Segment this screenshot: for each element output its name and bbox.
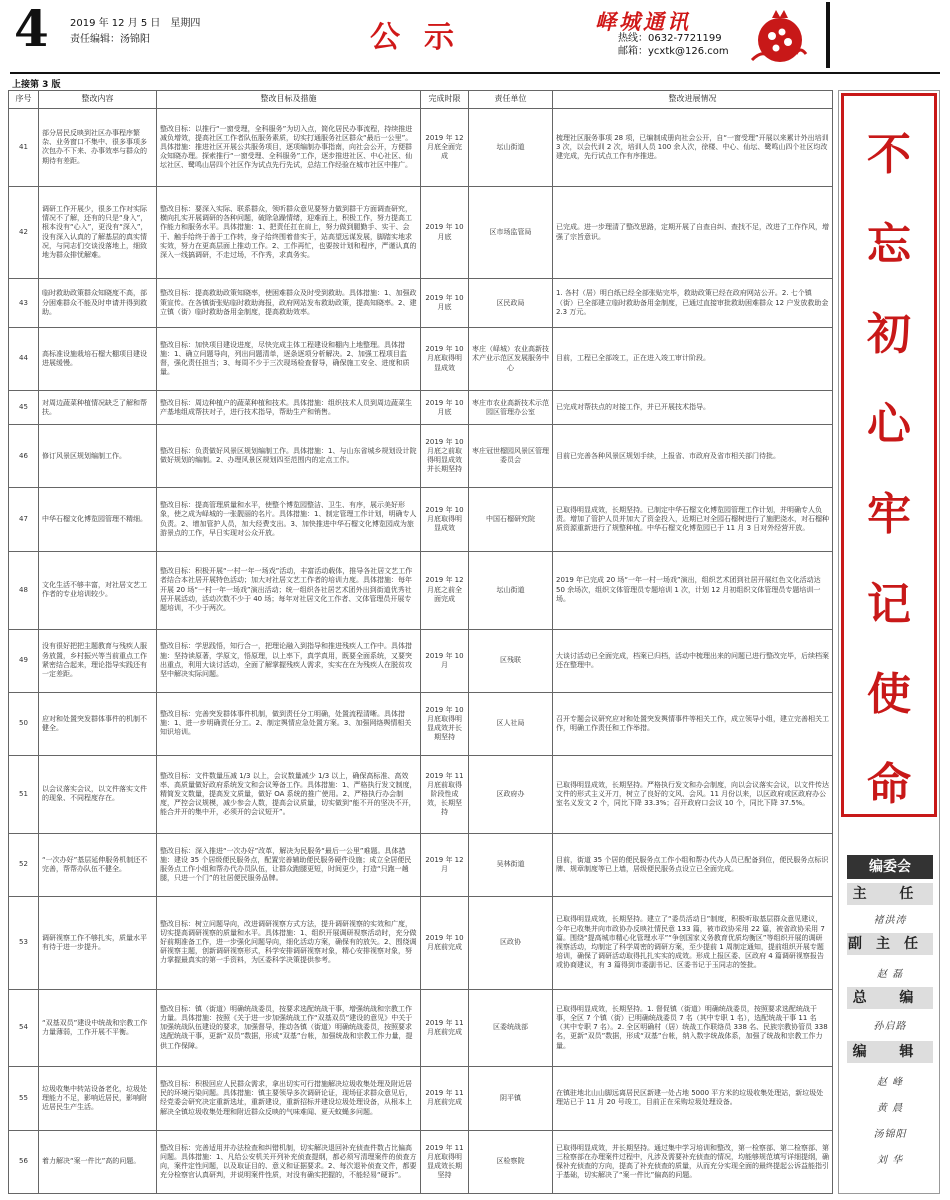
slogan-char: 命 <box>867 759 911 810</box>
slogan <box>844 110 934 830</box>
issue-date: 2019 年 12 月 5 日 星期四 <box>70 18 201 29</box>
row-deadline: 2019 年 11 月底取得明显成效长期坚持 <box>421 1130 469 1193</box>
row-unit: 区政府办 <box>469 755 553 833</box>
row-unit: 区残联 <box>469 629 553 692</box>
slogan-box <box>841 93 937 817</box>
row-deadline: 2019 年 10 月底之前取得明显成效并长期坚持 <box>421 425 469 488</box>
row-progress: 目前，街道 35 个居的便民服务点工作小组和帮办代办人员已配备到位，便民服务点标识牌、规章制度等已上墙，居级便民服务点设立已全面完成。 <box>553 833 833 896</box>
row-deadline: 2019 年 10 月底 <box>421 279 469 328</box>
row-unit: 枣庄冠世榴园风景区管理委员会 <box>469 425 553 488</box>
row-measures: 整改目标：文件数量压减 1/3 以上，会议数量减少 1/3 以上，确保高标准、高效率、高质量做好政府系统发文和会议筹备工作。具体措施：1、严格执行发文制度，精简发文数量，提高发文质量，做好 OA 系统的推广使用。2、严格执行办会制度，严控会议规模，减少参会人数，提高会议质量，切实做到“能不开的坚决不开，能合并开的集中开，必须开的会议短开”。 <box>157 755 421 833</box>
table-row <box>9 551 833 629</box>
header-measures: 整改目标及措施 <box>157 91 421 109</box>
contact-info <box>618 32 729 58</box>
name-deputy-director: 赵 磊 <box>876 969 904 980</box>
row-number: 41 <box>9 109 39 187</box>
section-title: 公示 <box>370 20 478 55</box>
table-row <box>9 327 833 390</box>
header-no: 序号 <box>9 91 39 109</box>
row-unit: 枣庄（峄城）农业高新技术产业示范区发展服务中心 <box>469 327 553 390</box>
row-content: 没有很好把把主题教育与残疾人服务放置，乡村振兴等当前重点工作紧密结合起来，理论指导实践还有一定差距。 <box>39 629 157 692</box>
role-chief-editor: 总 编 <box>847 987 933 1009</box>
row-content: 文化生活不够丰富，对社居文艺工作者的专业培训较少。 <box>39 551 157 629</box>
row-content: 修订风景区规划编制工作。 <box>39 425 157 488</box>
row-progress: 2019 年已完成 20 场“一年一村一场戏”演出，组织艺术团到社居开展红色文化活动达 50 余场次，组织文体管理员专题培训 1 次，计划 12 月初组织文体管理员专题培训一场。 <box>553 551 833 629</box>
table-row <box>9 897 833 989</box>
row-measures: 整改目标：积极开展“一村一年一场戏”活动，丰富活动载体，推导各社居文艺工作者结合本社居开展特色活动；加大对社居文艺工作者的培训力度。具体措施：每年开展 20 场“一村一年一场戏”演出活动；统一组织各社居艺术团外出到街道优秀社居开展活动，活动次数不少于 40 场；每年对社居文化工作者、文体管理员开展专题培训，不少于两次。 <box>157 551 421 629</box>
row-measures: 整改目标：周边种植户的蔬菜种植和技术。具体措施：组织技术人员到周边蔬菜生产基地组成帮扶对子，进行技术指导，帮助生产和销售。 <box>157 391 421 425</box>
table-row <box>9 186 833 278</box>
row-measures: 整改目标：积极回应人民群众需求，拿出切实可行措施解决垃圾收集处理及附近居民的环境污染问题。具体措施：镇主要领导多次调研论证，现场征求群众意见后，经党委会研究决定重新选址，重新建设，重新招标并建设垃圾处理设备，从根本上解决全镇垃圾收集处理和附近群众反映的气味难闻、夏天蚊蝇多问题。 <box>157 1067 421 1130</box>
row-deadline: 2019 年 11 月底前完成 <box>421 989 469 1067</box>
table-row <box>9 425 833 488</box>
email: 邮箱：ycxtk@126.com <box>618 46 729 57</box>
row-measures: 整改目标：负责做好风景区规划编制工作。具体措施：1、与山东省城乡规划设计院做好规划的编制。2、办理风景区规划四至范围内的定点工作。 <box>157 425 421 488</box>
table-row <box>9 391 833 425</box>
table-row <box>9 1067 833 1130</box>
table-row <box>9 989 833 1067</box>
row-measures: 整改目标：完善突发群体事件机制，做到责任分工明确，处置流程清晰。具体措施：1、进一步明确责任分工。2、制定舆情应急处置方案。3、加强网络舆情相关知识培训。 <box>157 692 421 755</box>
role-editors: 编 辑 <box>847 1041 933 1063</box>
row-deadline: 2019 年 12 月底之前全面完成 <box>421 551 469 629</box>
row-unit: 区人社局 <box>469 692 553 755</box>
row-content: “双基双员”建设中统战和宗教工作力量薄弱，工作开展不平衡。 <box>39 989 157 1067</box>
table-row <box>9 109 833 187</box>
row-content: 调研工作开展少，很多工作对实际情况不了解，还有的只是“身入”，根本没有“心入”，更没有“深入”，没有深入认真的了解基层的真实情况，与同志们交谈没落地上，细致地为群众排忧解难。 <box>39 186 157 278</box>
row-progress: 已完成对帮扶点的对接工作，并已开展技术指导。 <box>553 391 833 425</box>
row-progress: 梳理社区服务事项 28 项，已编制成册向社会公开，自“一窗受理”开展以来累计外出培训 3 次，以会代训 2 次，培训人员 100 余人次，徐楼、中心、仙坛、鹭鸣山四个社区均改建完成，先行试点工作有序推进。 <box>553 109 833 187</box>
row-progress: 已取得明显成效，长期坚持。1. 督促镇（街道）明确统战委员，按照要求选配统战干事，全区 7 个镇（街）已明确统战委员 7 名（其中专职 1 名），选配统战干事 11 名（其中专职 7 名）。2. 全区明确村（居）统战工作联络员 338 名、民族宗教协管员 338 名，更新“双员”数据，形成“双基”台帐，纳入数字统战体系，加强了统战和宗教工作力量。 <box>553 989 833 1067</box>
row-number: 56 <box>9 1130 39 1193</box>
page-number: 4 <box>14 0 49 58</box>
row-content: 调研视察工作不够扎实，质量水平有待于进一步提升。 <box>39 897 157 989</box>
row-content: 临时救助政策群众知晓度不高，部分困难群众不能及时申请并得到救助。 <box>39 279 157 328</box>
row-measures: 整改目标：以推行“一窗受理，全科服务”为切入点，简化居民办事流程，持续推进减负增效，提高社区工作者队伍服务素质，切实打通服务社区群众“最后一公里”。具体措施：推进社区开展公共服务项目，逐项编制办事指南，向社会公开，方便群众知晓办理。探索推行“一窗受理、全科服务”工作，逐步推进社区、中心社区、仙坛社区、鹭鸣山居四个社区作为试点先行先试，总结工作经验在城市社区中推广。 <box>157 109 421 187</box>
row-progress: 已取得明显成效，长期坚持。建立了“委员活动日”制度，积极听取基层群众意见建议，今年已收集并向市政协办反映社情民意 133 篇，被市政协采用 22 篇，被省政协采用 7 篇。围绕“提高城市精心化管理水平”“争创国家义务教育优质均衡区”等组织开展的调研视察活动，均制定了科学周密的调研方案，至少提前 1 周制定通知，提前组织开展专题培训，确保了调研活动取得扎扎实实的成效。形成上报区委、区政府 4 篇调研视察报告或协商建议，有 3 篇得到市委副书记、区委书记于玉同志的签批。 <box>553 897 833 989</box>
row-unit: 阴平镇 <box>469 1067 553 1130</box>
row-measures: 整改目标：树立问题导向，改进调研视察方式方法，提升调研视察的实效和广度，切实提高调研视察的质量和水平。具体措施：1、组织开展调研视察活动时，充分做好前期准备工作，进一步强化问题导向，细化活动方案，确保有的放矢。2、围绕调研视察主题，创新调研视察形式，科学安排调研视察对象，精心安排视察对象，努力掌握最真实的第一手资料，为区委科学决策提供参考。 <box>157 897 421 989</box>
row-progress: 在镇驻地北山山脚远离居民区新建一处占地 5000 平方米的垃圾收集处理站，新垃圾处理站已于 11 月 20 号竣工，目前正在采购垃圾处理设备。 <box>553 1067 833 1130</box>
row-content: 垃圾收集中转站设备老化，垃圾处理能力不足，影响近居民，影响附近居民生产生活。 <box>39 1067 157 1130</box>
row-content: 对周边蔬菜种植情况缺乏了解和帮扶。 <box>39 391 157 425</box>
page-header <box>0 0 950 72</box>
row-deadline: 2019 年 10 月底前完成 <box>421 897 469 989</box>
name-chief-editor: 孙启路 <box>873 1021 907 1032</box>
row-number: 55 <box>9 1067 39 1130</box>
row-deadline: 2019 年 12 月底全面完成 <box>421 109 469 187</box>
continued-note: 上接第 3 版 <box>12 80 61 90</box>
row-measures: 整改目标：学思践悟，知行合一，把理论融入到指导和推进残疾人工作中。具体措施：坚持读原著，学原文，悟原理，以上率下，真学真用，既要全面系统，又要突出重点，利用大谈讨活动，全面了解掌握残疾人需求，实实在在为残疾人在脱贫攻坚中解决实际问题。 <box>157 629 421 692</box>
slogan-char: 不 <box>867 129 911 180</box>
row-content: 着力解决“案一件比”高的问题。 <box>39 1130 157 1193</box>
row-measures: 整改目标：加快项目建设进度，尽快完成主体工程建设和棚内上地整理。具体措施：1、确立问题导向，列出问题清单，逐条逐项分析解决。2、加强工程项目监督，强化责任担当；3、每周不少于三次现场检查督导，确保施工安全、进度和质量。 <box>157 327 421 390</box>
row-content: 高标准设施栽培石榴大棚项目建设进展缓慢。 <box>39 327 157 390</box>
pomegranate-logo-icon <box>742 4 818 68</box>
row-deadline: 2019 年 10 月底取得明显成效 <box>421 327 469 390</box>
row-progress: 召开专题会议研究应对和处置突发舆情事件等相关工作，成立领导小组，建立完善相关工作，明确工作责任和工作举措。 <box>553 692 833 755</box>
row-number: 51 <box>9 755 39 833</box>
row-measures: 整改目标：完善适用并办法检查和纠错机制，切实解决退回补充侦查件数占比偏高问题。具体措施：1、凡给公安机关开列补充侦查提纲，都必须写清理案件的侦查方向，案件定性问题，以及取证目的、意义和证据要求。2、每次退补侦查文件，都要充分检察官认真研判，并说明案件性质，对没有确实把握的，不能轻易“硬诉”。 <box>157 1130 421 1193</box>
row-progress: 目前已完善各种风景区规划手续，上报省、市政府及省市相关部门待批。 <box>553 425 833 488</box>
row-measures: 整改目标：镇（街道）明确统战委员，按要求选配统战干事，增强统战和宗教工作力量。具体措施：按照《关于进一步加强统战工作“双基双员”建设的意见》中关于加强统战队伍建设的要求，加强督导，推动各镇（街道）明确统战委员，按照要求选配统战干事，更新“双员”数据，形成“双基”台帐，加强统战和宗教工作力量，提供工作保障。 <box>157 989 421 1067</box>
table-row <box>9 629 833 692</box>
slogan-char: 初 <box>867 309 911 360</box>
row-deadline: 2019 年 10 月 <box>421 629 469 692</box>
name-editor: 赵 峰 <box>876 1077 904 1088</box>
row-deadline: 2019 年 11 月底前完成 <box>421 1067 469 1130</box>
row-number: 42 <box>9 186 39 278</box>
row-unit: 坛山街道 <box>469 109 553 187</box>
row-number: 47 <box>9 488 39 551</box>
slogan-char: 牢 <box>867 489 911 540</box>
name-editor: 汤锦阳 <box>873 1129 907 1140</box>
row-measures: 整改目标：要深入实际、联系群众，领听群众意见要努力做到群干方面调查研究，横向扎实开展调研的各种问题，破除急躁情绪，迎难而上，积极工作，努力提高工作能力和服务水平。具体措施：1、把责任扛在肩上，努力做到腿勤手、实干、会干、触手给终于善于工作转，身子给终围着普实于，站高望远谋发展，脚踏实地求实效，努力在更高层面上推动工作。2、工作再忙，也要按计划和程序，严谨认真的深入一线搞调研，不走过场，不作秀，求真务实。 <box>157 186 421 278</box>
row-number: 53 <box>9 897 39 989</box>
table-row <box>9 692 833 755</box>
row-content: “一次办好”基层延伸服务机制还不完善，帮帮办队伍不健全。 <box>39 833 157 896</box>
row-content: 应对和处置突发群体事件的机制不健全。 <box>39 692 157 755</box>
row-number: 49 <box>9 629 39 692</box>
header-deadline: 完成时限 <box>421 91 469 109</box>
row-progress: 已完成。进一步理清了整改思路，定期开展了自查自纠、查找不足，改进了工作作风，增强了宗旨意识。 <box>553 186 833 278</box>
row-progress: 目前，工程已全部竣工，正在进入竣工审计阶段。 <box>553 327 833 390</box>
row-number: 48 <box>9 551 39 629</box>
table-header-row <box>9 91 833 109</box>
row-number: 54 <box>9 989 39 1067</box>
table-row <box>9 279 833 328</box>
slogan-char: 心 <box>867 399 911 450</box>
row-number: 45 <box>9 391 39 425</box>
row-content: 以会议落实会议，以文件落实文件的现象、不同程度存在。 <box>39 755 157 833</box>
name-editor: 黄 晨 <box>876 1103 904 1114</box>
row-deadline: 2019 年 12 月 <box>421 833 469 896</box>
responsible-editor: 责任编辑：汤锦阳 <box>70 34 150 45</box>
row-progress: 已取得明显成效，长期坚持。严格执行发文和办会制度，向以会议落实会议，以文件传达文件的形式主义开刀，树立了良好的文风、会风。11 月份以来，以区政府或区政府办公室名义发文 2 个，同比下降 33.3%；召开政府口会议 10 个，同比下降 37.5%。 <box>553 755 833 833</box>
header-content: 整改内容 <box>39 91 157 109</box>
sidebar <box>838 90 940 1194</box>
row-measures: 整改目标：提高救助政策知晓率，使困难群众及时受到救助。具体措施：1、加强政策宣传。在各镇街张贴临时救助海报，政府网站发布救助政策，提高知晓率。2、建立镇（街）临时救助备用金制度，提高救助效率。 <box>157 279 421 328</box>
header-unit: 责任单位 <box>469 91 553 109</box>
row-content: 中华石榴文化博览园管理不精细。 <box>39 488 157 551</box>
row-measures: 整改目标：提高管理质量和水平，使整个博览园整洁、卫生、有序，展示美好形象，使之成为峄城的一张靓丽的名片。具体措施：1、制定管理工作计划，明确专人负责。2、增加管护人员，加大经费支出。3、加快推进中华石榴文化博览园成为旅游景点的工作，早日实现对公众开放。 <box>157 488 421 551</box>
name-director: 褚洪涛 <box>873 915 907 926</box>
row-unit: 区检察院 <box>469 1130 553 1193</box>
table-row <box>9 833 833 896</box>
row-unit: 吴林街道 <box>469 833 553 896</box>
slogan-char: 使 <box>867 669 911 720</box>
row-number: 52 <box>9 833 39 896</box>
role-director: 主 任 <box>847 883 933 905</box>
row-deadline: 2019 年 10 月底 <box>421 391 469 425</box>
row-number: 44 <box>9 327 39 390</box>
hotline: 热线：0632-7721199 <box>618 33 722 44</box>
committee-title: 编委会 <box>847 855 933 879</box>
role-deputy-director: 副主任 <box>847 933 933 955</box>
header-vertical-bar <box>826 2 830 68</box>
name-editor: 刘 华 <box>876 1155 904 1166</box>
row-content: 部分居民反映到社区办事程序繁杂、业务窗口不集中、很多事项多次包办不下来、办事效率与群众的期待有差距。 <box>39 109 157 187</box>
paper-title: 峄城通讯 <box>595 9 691 34</box>
header-rule <box>10 72 940 74</box>
row-number: 50 <box>9 692 39 755</box>
row-unit: 坛山街道 <box>469 551 553 629</box>
row-progress: 1. 各村（居）明白纸已经全部张贴完毕，救助政策已经在政府网站公开。2. 七个镇（街）已全部建立临时救助备用金制度，已通过直接审批救助困难群众 12 户发放救助金 2.3 万元。 <box>553 279 833 328</box>
row-deadline: 2019 年 11 月底前取得阶段性成效，长期坚持 <box>421 755 469 833</box>
slogan-char: 忘 <box>867 219 911 270</box>
row-unit: 区市场监管局 <box>469 186 553 278</box>
table-row <box>9 488 833 551</box>
row-deadline: 2019 年 10 月底 <box>421 186 469 278</box>
row-measures: 整改目标：深入推进“一次办好”改革，解决为民服务“最后一公里”难题。具体措施：建设 35 个居级便民服务点，配置完善辅助便民服务硬件设施；成立全居便民服务点工作小组和帮办代办员队伍，让群众跑腿更短，时间更少，打造“只跑一趟腿，只进一个门”的社居便民服务品牌。 <box>157 833 421 896</box>
row-unit: 枣庄市农业高新技术示范园区管理办公室 <box>469 391 553 425</box>
rectification-table <box>8 90 833 1194</box>
row-unit: 区政协 <box>469 897 553 989</box>
row-unit: 区委统战部 <box>469 989 553 1067</box>
header-progress: 整改进展情况 <box>553 91 833 109</box>
row-progress: 已取得明显成效，并长期坚持。通过集中学习培训和整改，第一检察部、第二检察部、第三检察部在办理案件过程中，凡涉及需要补充侦查的情况，均能够规范填写详细提纲，确保补充侦查的方向，提高了补充侦查的质量，从而充分实现全面的最终提起公诉益能指引于基础，切实解决了“案一件比”偏高的问题。 <box>553 1130 833 1193</box>
row-unit: 中国石榴研究院 <box>469 488 553 551</box>
row-number: 46 <box>9 425 39 488</box>
slogan-char: 记 <box>867 579 911 630</box>
table-row <box>9 755 833 833</box>
row-deadline: 2019 年 10 月底取得明显成效并长期坚持 <box>421 692 469 755</box>
row-progress: 大谈讨活动已全面完成，档案已归档，活动中梳理出来的问题已进行整改完毕，后续档案还在整理中。 <box>553 629 833 692</box>
table-row <box>9 1130 833 1193</box>
row-unit: 区民政局 <box>469 279 553 328</box>
row-progress: 已取得明显成效，长期坚持。已制定中华石榴文化博览园管理工作计划，并明确专人负责。增加了管护人员并加大了资金投入，近期已对全园石榴树进行了施肥浇水，对石榴种质资源重新进行了规整种植。中华石榴文化博览园已于 11 月 3 日对外经营开放。 <box>553 488 833 551</box>
row-number: 43 <box>9 279 39 328</box>
row-deadline: 2019 年 10 月底取得明显成效 <box>421 488 469 551</box>
